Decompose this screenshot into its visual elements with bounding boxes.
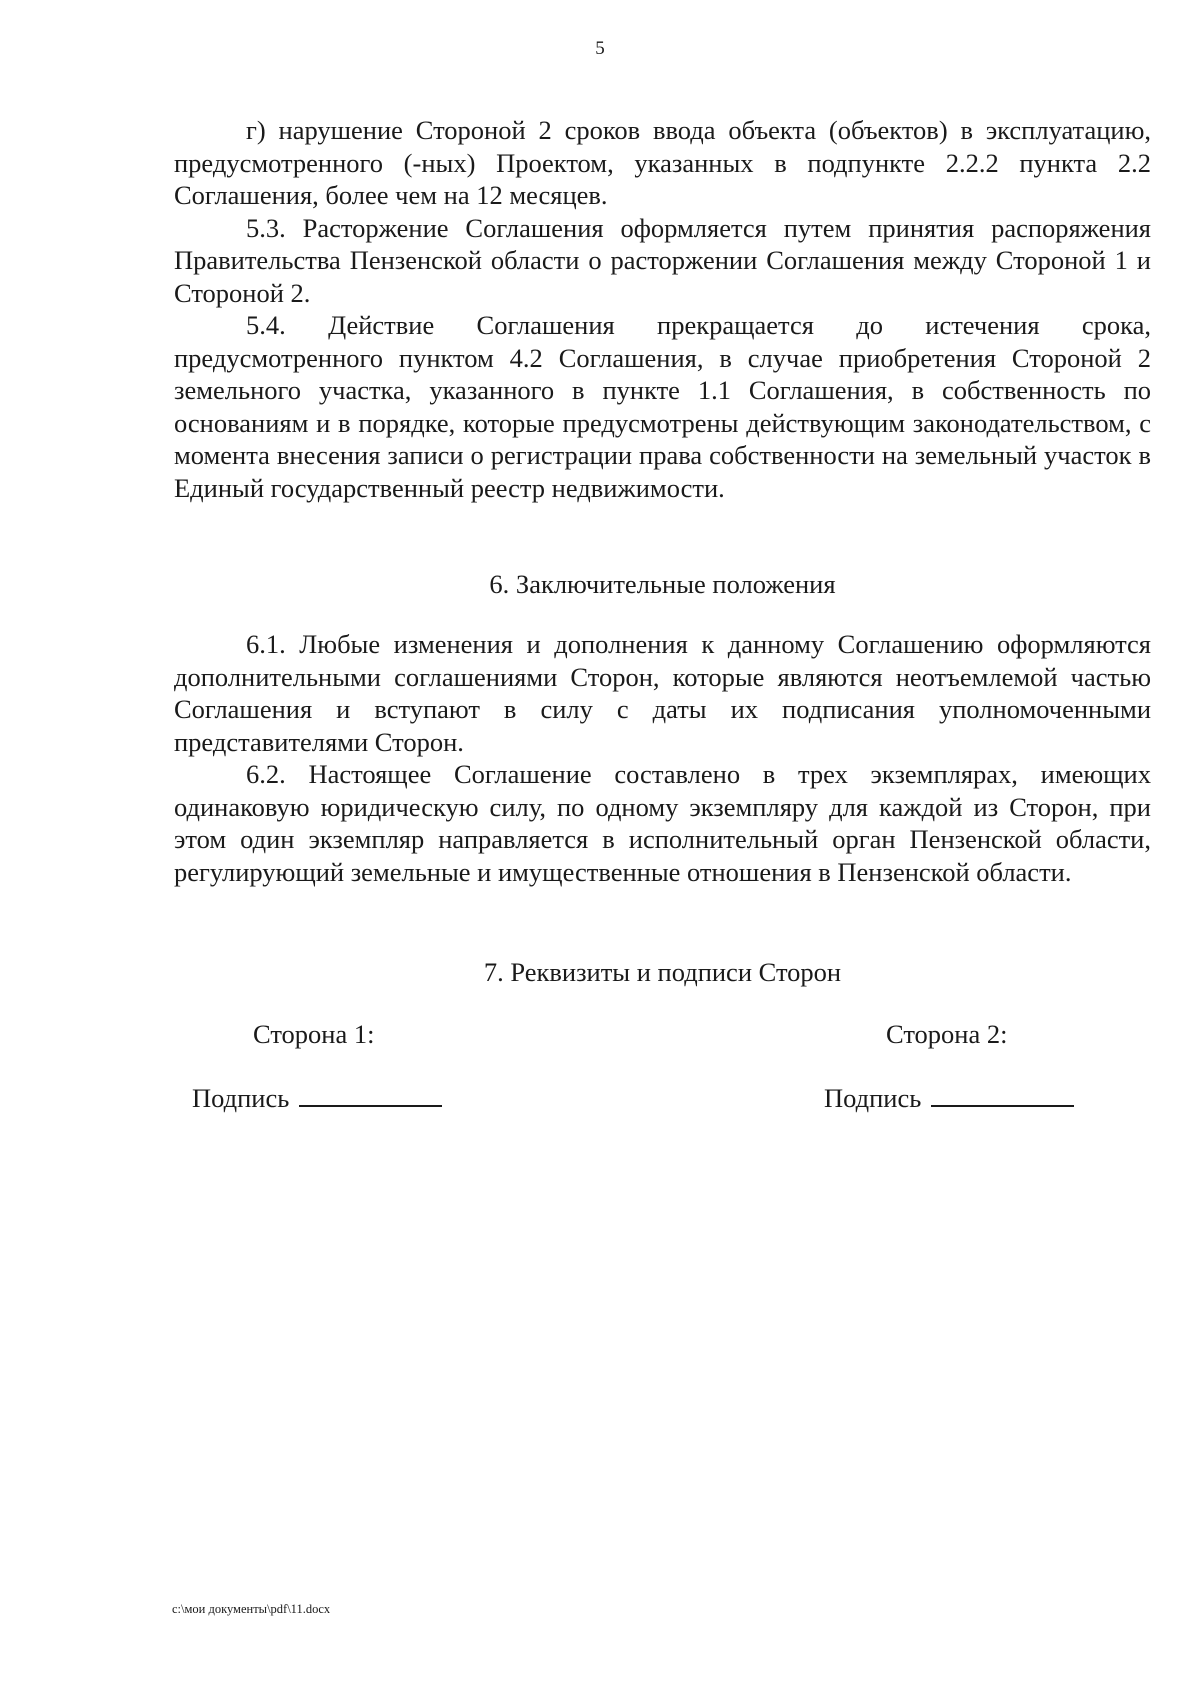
section-6-heading: 6. Заключительные положения <box>489 569 836 599</box>
party-1-label: Сторона 1: <box>253 1019 375 1049</box>
clause-5-3: 5.3. Расторжение Соглашения оформляется путем принятия распоряжения Правительства Пензенской области о расторжении Соглашения между Стороной 1 и Стороной 2. <box>174 212 1151 308</box>
section-7-heading: 7. Реквизиты и подписи Сторон <box>483 957 842 987</box>
page-number: 5 <box>595 38 605 59</box>
party-2-signature <box>824 1082 1074 1115</box>
signature-label: Подпись <box>824 1083 922 1113</box>
signature-line <box>931 1083 1074 1107</box>
signature-label: Подпись <box>192 1083 290 1113</box>
section-5-text <box>174 114 1151 504</box>
section-7-heading-wrap <box>174 956 1151 989</box>
section-6-text <box>174 628 1151 888</box>
clause-5-2-g: г) нарушение Стороной 2 сроков ввода объекта (объектов) в эксплуатацию, предусмотренного (-ных) Проектом, указанных в подпункте 2.2.2 пункта 2.2 Соглашения, более чем на 12 месяцев. <box>174 115 1151 210</box>
party-1-signature <box>192 1082 442 1115</box>
footer-file-path: c:\мои документы\pdf\11.docx <box>172 1602 331 1616</box>
party-2-label: Сторона 2: <box>886 1019 1008 1049</box>
section-6-heading-wrap <box>174 568 1151 601</box>
clause-5-4: 5.4. Действие Соглашения прекращается до истечения срока, предусмотренного пунктом 4.2 Соглашения, в случае приобретения Стороной 2 земельного участка, указанного в пункте 1.1 Соглашения, в собственность по основаниям и в порядке, которые предусмотрены действующим законодательством, с момента внесения записи о регистрации права собственности на земельный участок в Единый государственный реестр недвижимости. <box>174 310 1151 503</box>
signature-line <box>299 1083 442 1107</box>
clause-6-1: 6.1. Любые изменения и дополнения к данному Соглашению оформляются дополнительными соглашениями Сторон, которые являются неотъемлемой частью Соглашения и вступают в силу с даты их подписания уполномоченными представителями Сторон. <box>174 629 1151 757</box>
clause-6-2: 6.2. Настоящее Соглашение составлено в трех экземплярах, имеющих одинаковую юридическую силу, по одному экземпляру для каждой из Сторон, при этом один экземпляр направляется в исполнительный орган Пензенской области, регулирующий земельные и имущественные отношения в Пензенской области. <box>174 759 1151 887</box>
